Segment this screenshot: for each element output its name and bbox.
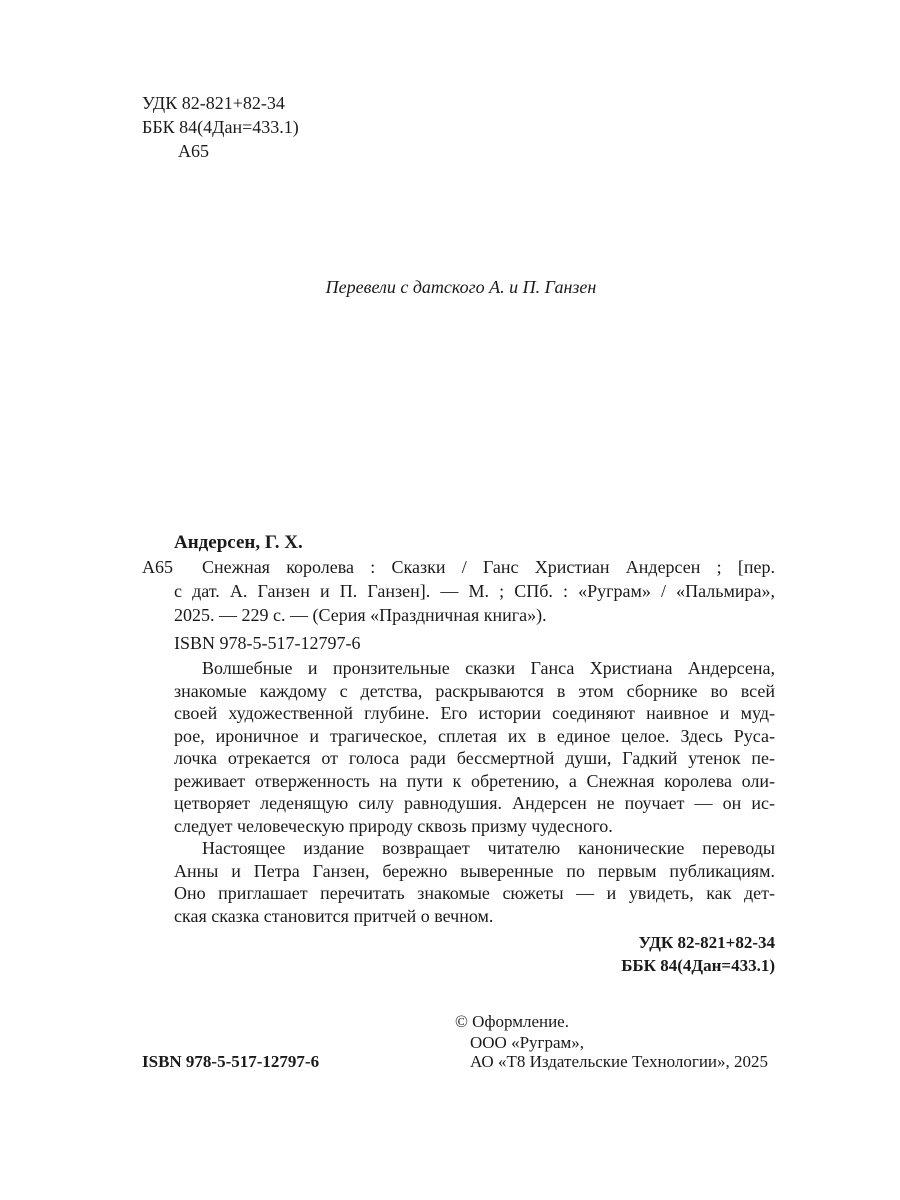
annotation-line: реживает отверженность на пути к обретению, а Снежная королева оли- bbox=[174, 771, 775, 791]
copyright-line: АО «Т8 Издательские Технологии», 2025 bbox=[470, 1052, 769, 1071]
record-line: Снежная королева : Сказки / Ганс Христиан Андерсен ; [пер. bbox=[202, 557, 775, 577]
bottom-bbk: ББК 84(4Дан=433.1) bbox=[621, 956, 775, 975]
record-line: 2025. — 229 с. — (Серия «Праздничная книга»). bbox=[174, 605, 547, 625]
annotation-line: следует человеческую природу сквозь призму чудесного. bbox=[174, 816, 613, 836]
annotation-line: ская сказка становится притчей о вечном. bbox=[174, 906, 494, 926]
author-mark: А65 bbox=[178, 141, 209, 161]
udk-code: УДК 82-821+82-34 bbox=[142, 93, 285, 113]
annotation-line: лочка отрекается от голоса ради бессмертной души, Гадкий утенок пе- bbox=[174, 748, 775, 768]
record-author: Андерсен, Г. Х. bbox=[174, 532, 303, 553]
record-line: с дат. А. Ганзен и П. Ганзен]. — М. ; СПб. : «Руграм» / «Пальмира», bbox=[174, 581, 775, 601]
copyright-line: ООО «Руграм», bbox=[470, 1033, 585, 1052]
annotation-line: Оно приглашает перечитать знакомые сюжеты — и увидеть, как дет- bbox=[174, 883, 775, 903]
translator-note: Перевели с датского А. и П. Ганзен bbox=[325, 277, 597, 297]
record-author-mark: А65 bbox=[142, 557, 173, 577]
annotation-line: Анны и Петра Ганзен, бережно выверенные по первым публикациям. bbox=[174, 861, 775, 881]
bottom-udk: УДК 82-821+82-34 bbox=[638, 933, 775, 952]
bbk-code: ББК 84(4Дан=433.1) bbox=[142, 117, 299, 137]
annotation-line: знакомые каждому с детства, раскрываются в этом сборнике во всей bbox=[174, 681, 775, 701]
annotation-line: Настоящее издание возвращает читателю канонические переводы bbox=[202, 838, 775, 858]
annotation-line: своей художественной глубине. Его истории соединяют наивное и муд- bbox=[174, 703, 775, 723]
annotation-line: рое, ироничное и трагическое, сплетая их в единое целое. Здесь Руса- bbox=[174, 726, 775, 746]
annotation-line: цетворяет леденящую силу равнодушия. Андерсен не поучает — он ис- bbox=[174, 793, 775, 813]
footer-isbn: ISBN 978-5-517-12797-6 bbox=[142, 1052, 320, 1071]
annotation-line: Волшебные и пронзительные сказки Ганса Христиана Андерсена, bbox=[202, 658, 775, 678]
copyright-line: © Оформление. bbox=[455, 1012, 569, 1031]
record-isbn: ISBN 978-5-517-12797-6 bbox=[174, 633, 361, 653]
